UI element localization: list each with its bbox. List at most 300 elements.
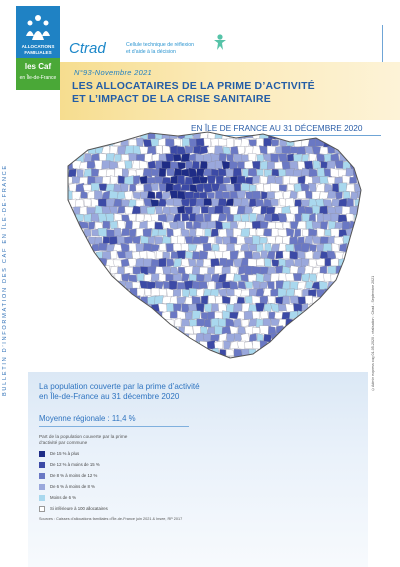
commune-cell <box>324 333 332 341</box>
commune-cell <box>259 356 267 363</box>
commune-cell <box>110 146 118 154</box>
commune-cell <box>233 214 241 221</box>
commune-cell <box>297 341 305 350</box>
commune-cell <box>334 311 343 320</box>
commune-cell <box>244 341 253 348</box>
commune-cell <box>159 289 167 296</box>
commune-cell <box>204 319 211 328</box>
commune-cell <box>76 228 84 236</box>
commune-cell <box>325 289 332 298</box>
commune-cell <box>293 273 302 280</box>
commune-cell <box>83 305 91 312</box>
commune-cell <box>91 334 99 342</box>
commune-cell <box>126 311 134 320</box>
commune-cell <box>361 139 368 148</box>
commune-cell <box>327 131 336 140</box>
commune-cell <box>309 349 317 357</box>
legend-title-line1: La population couverte par la prime d’activité <box>39 382 200 391</box>
commune-cell <box>147 251 155 260</box>
commune-cell <box>346 319 354 327</box>
commune-cell <box>177 206 185 214</box>
commune-cell <box>58 267 65 274</box>
commune-cell <box>282 356 291 363</box>
commune-cell <box>156 251 163 259</box>
commune-cell <box>103 282 111 288</box>
commune-cell <box>143 228 152 237</box>
commune-cell <box>241 138 250 147</box>
commune-cell <box>111 131 119 139</box>
commune-cell <box>358 221 365 230</box>
commune-cell <box>358 250 365 258</box>
commune-cell <box>338 303 347 310</box>
commune-cell <box>121 303 129 312</box>
commune-cell <box>226 199 234 206</box>
commune-cell <box>58 128 62 132</box>
commune-cell <box>197 288 204 297</box>
commune-cell <box>136 138 143 147</box>
commune-cell <box>84 258 93 267</box>
commune-cell <box>190 229 197 237</box>
commune-cell <box>252 175 259 183</box>
commune-cell <box>297 326 305 335</box>
commune-cell <box>354 229 362 238</box>
commune-cell <box>129 333 137 342</box>
commune-cell <box>58 349 62 357</box>
commune-cell <box>241 275 249 282</box>
commune-cell <box>312 297 320 304</box>
map-subtitle: EN ÎLE DE FRANCE AU 31 DÉCEMBRE 2020 <box>191 123 363 133</box>
commune-cell <box>249 244 257 251</box>
commune-cell <box>304 161 313 169</box>
commune-cell <box>330 168 339 178</box>
commune-cell <box>140 191 147 199</box>
commune-cell <box>282 281 290 289</box>
commune-cell <box>88 281 95 288</box>
commune-cell <box>282 146 291 154</box>
commune-cell <box>185 236 193 244</box>
commune-cell <box>302 273 310 282</box>
title-line2: ET L’IMPACT DE LA CRISE SANITAIRE <box>72 93 271 105</box>
person-icon <box>213 34 227 50</box>
commune-cell <box>62 288 70 297</box>
commune-cell <box>182 213 190 221</box>
logo-caf: les Caf <box>24 62 52 71</box>
commune-cell <box>267 192 276 199</box>
commune-cell <box>81 297 87 304</box>
commune-cell <box>178 175 185 184</box>
commune-cell <box>271 348 280 357</box>
commune-cell <box>58 289 63 298</box>
commune-cell <box>294 229 300 237</box>
commune-cell <box>121 319 130 327</box>
commune-cell <box>61 139 70 146</box>
commune-cell <box>342 146 351 154</box>
commune-cell <box>305 341 313 349</box>
commune-cell <box>84 214 92 223</box>
logo-caf-block <box>16 58 60 90</box>
commune-cell <box>184 340 192 349</box>
commune-cell <box>354 304 363 313</box>
commune-cell <box>192 161 200 169</box>
commune-cell <box>361 349 368 357</box>
commune-cell <box>148 312 156 320</box>
caf-logo <box>16 6 60 90</box>
commune-cell <box>114 334 122 342</box>
commune-cell <box>293 348 302 357</box>
commune-cell <box>196 349 204 357</box>
commune-cell <box>226 229 233 237</box>
commune-cell <box>285 333 294 342</box>
commune-cell <box>58 207 66 215</box>
commune-cell <box>283 222 290 229</box>
commune-cell <box>98 334 107 342</box>
commune-cell <box>69 274 78 282</box>
commune-cell <box>170 175 177 183</box>
commune-cell <box>353 275 362 282</box>
commune-cell <box>205 229 212 237</box>
commune-cell <box>339 274 348 282</box>
commune-cell <box>249 140 257 147</box>
commune-cell <box>147 207 156 215</box>
commune-cell <box>113 349 122 357</box>
commune-cell <box>158 229 167 235</box>
commune-cell <box>137 128 143 131</box>
commune-cell <box>268 296 276 304</box>
commune-cell <box>226 289 235 296</box>
commune-cell <box>256 214 264 222</box>
commune-cell <box>60 303 68 312</box>
commune-cell <box>340 243 347 252</box>
commune-cell <box>203 128 211 132</box>
commune-cell <box>58 131 65 139</box>
commune-cell <box>264 228 272 237</box>
commune-cell <box>317 228 325 237</box>
source-note: Sources : Caisses d’allocations familiales d’Île-de-France juin 2021 & Insee, RP 2017 <box>39 517 183 521</box>
commune-cell <box>58 319 63 327</box>
commune-cell <box>156 191 163 199</box>
commune-cell <box>73 281 82 289</box>
commune-cell <box>238 326 246 334</box>
commune-cell <box>327 311 336 319</box>
commune-cell <box>159 258 167 267</box>
commune-cell <box>80 281 87 289</box>
commune-cell <box>327 190 336 198</box>
commune-cell <box>346 334 354 342</box>
commune-cell <box>76 128 85 131</box>
legend-title <box>39 382 200 402</box>
commune-cell <box>346 350 354 357</box>
commune-cell <box>185 312 192 320</box>
commune-cell <box>230 312 239 319</box>
commune-cell <box>125 326 133 334</box>
legend-title-line2: en Île-de-France au 31 décembre 2020 <box>39 392 180 401</box>
commune-cell <box>323 199 332 206</box>
commune-cell <box>271 273 280 281</box>
commune-cell <box>218 138 227 146</box>
commune-cell <box>122 334 129 341</box>
commune-cell <box>158 214 167 222</box>
commune-cell <box>226 318 235 326</box>
commune-cell <box>58 326 66 334</box>
commune-cell <box>200 192 207 199</box>
commune-cell <box>285 304 294 313</box>
commune-cell <box>65 356 73 363</box>
commune-cell <box>263 274 270 283</box>
commune-cell <box>162 341 171 350</box>
commune-cell <box>346 304 354 312</box>
brand-line1: Cellule technique de réflexion <box>126 42 195 48</box>
commune-cell <box>272 128 279 132</box>
commune-cell <box>155 176 163 183</box>
commune-cell <box>362 333 368 342</box>
commune-cell <box>293 319 302 327</box>
commune-cell <box>155 222 164 229</box>
commune-cell <box>65 146 73 155</box>
commune-cell <box>227 334 235 343</box>
commune-cell <box>79 266 87 275</box>
commune-cell <box>347 153 355 161</box>
commune-cell <box>312 191 320 200</box>
commune-cell <box>109 340 117 349</box>
commune-cell <box>154 355 163 363</box>
commune-cell <box>110 281 117 289</box>
commune-cell <box>347 259 354 267</box>
commune-cell <box>144 153 152 162</box>
commune-cell <box>103 341 112 350</box>
commune-cell <box>92 274 100 282</box>
commune-cell <box>159 333 167 340</box>
commune-cell <box>338 198 347 207</box>
commune-cell <box>207 221 216 229</box>
commune-cell <box>241 290 250 296</box>
commune-cell <box>76 183 85 192</box>
commune-cell <box>364 221 368 229</box>
commune-cell <box>173 154 182 161</box>
commune-cell <box>87 207 96 214</box>
commune-cell <box>237 191 246 199</box>
commune-cell <box>114 199 122 207</box>
commune-cell <box>188 259 195 267</box>
commune-cell <box>357 146 366 155</box>
commune-cell <box>242 214 249 223</box>
commune-cell <box>80 131 87 139</box>
commune-cell <box>130 304 136 311</box>
commune-cell <box>338 319 347 327</box>
commune-cell <box>90 259 100 267</box>
commune-cell <box>117 325 126 334</box>
commune-cell <box>136 333 144 341</box>
commune-cell <box>328 266 336 274</box>
commune-cell <box>290 341 298 349</box>
legend-label: De 6 % à moins de 8 % <box>50 484 95 489</box>
commune-cell <box>346 139 353 147</box>
commune-cell <box>170 267 179 275</box>
commune-cell <box>242 128 249 133</box>
commune-cell <box>257 244 264 252</box>
commune-cell <box>279 185 287 192</box>
commune-cell <box>106 348 115 357</box>
commune-cell <box>293 170 302 177</box>
commune-cell <box>285 244 293 252</box>
commune-cell <box>227 138 234 147</box>
commune-cell <box>73 147 81 153</box>
commune-cell <box>175 318 181 327</box>
commune-cell <box>173 243 182 251</box>
commune-cell <box>177 250 186 259</box>
commune-cell <box>252 235 259 244</box>
commune-cell <box>110 357 117 363</box>
commune-cell <box>365 310 368 319</box>
commune-cell <box>350 131 359 139</box>
commune-cell <box>140 311 149 319</box>
commune-cell <box>214 206 224 214</box>
commune-cell <box>155 237 163 245</box>
commune-cell <box>69 304 78 312</box>
commune-cell <box>252 161 260 169</box>
commune-cell <box>287 184 294 191</box>
commune-cell <box>351 341 358 350</box>
commune-cell <box>98 128 106 132</box>
commune-cell <box>58 297 66 305</box>
commune-cell <box>211 153 220 161</box>
commune-cell <box>115 274 122 282</box>
commune-cell <box>301 183 310 191</box>
commune-cell <box>148 266 156 275</box>
commune-cell <box>305 326 313 335</box>
commune-cell <box>270 183 279 191</box>
commune-cell <box>346 184 354 192</box>
commune-cell <box>271 154 279 163</box>
commune-cell <box>196 228 203 236</box>
commune-cell <box>182 273 189 281</box>
commune-cell <box>249 213 256 222</box>
commune-cell <box>335 326 344 334</box>
commune-cell <box>222 296 230 304</box>
commune-cell <box>91 183 100 192</box>
commune-cell <box>197 274 205 282</box>
commune-cell <box>87 326 95 335</box>
commune-cell <box>282 206 291 214</box>
commune-cell <box>351 192 358 200</box>
commune-cell <box>249 228 256 236</box>
commune-cell <box>353 128 361 132</box>
commune-cells <box>58 128 368 363</box>
commune-cell <box>124 191 132 200</box>
legend-label: De 12 % à moins de 15 % <box>50 462 100 467</box>
commune-cell <box>68 289 77 297</box>
commune-cell <box>132 341 141 350</box>
commune-cell <box>207 237 214 244</box>
commune-cell <box>279 243 287 252</box>
commune-cell <box>114 228 121 237</box>
legend-swatch <box>39 451 45 457</box>
commune-cell <box>234 319 242 328</box>
commune-cell <box>234 128 242 133</box>
commune-cell <box>316 258 325 265</box>
commune-cell <box>122 169 129 178</box>
commune-cell <box>201 296 208 305</box>
commune-cell <box>125 266 133 273</box>
commune-cell <box>343 327 351 334</box>
commune-cell <box>64 326 72 335</box>
commune-cell <box>349 145 358 154</box>
commune-cell <box>58 229 62 236</box>
commune-cell <box>357 341 366 350</box>
commune-cell <box>69 183 77 192</box>
commune-cell <box>156 146 162 155</box>
commune-cell <box>155 326 163 333</box>
commune-cell <box>192 341 201 349</box>
commune-cell <box>319 326 327 334</box>
commune-cell <box>170 327 179 335</box>
commune-cell <box>279 334 286 342</box>
commune-cell <box>308 319 315 326</box>
commune-cell <box>84 128 93 132</box>
commune-cell <box>263 154 272 161</box>
commune-cell <box>241 198 249 207</box>
commune-cell <box>118 206 126 213</box>
commune-cell <box>73 265 81 274</box>
commune-cell <box>211 229 218 237</box>
commune-cell <box>253 356 261 363</box>
commune-cell <box>240 243 249 251</box>
regional-average: Moyenne régionale : 11,4 % <box>39 414 136 423</box>
commune-cell <box>181 349 190 356</box>
commune-cell <box>143 243 152 252</box>
commune-cell <box>297 282 305 290</box>
legend-swatch <box>39 473 45 479</box>
commune-cell <box>366 131 368 139</box>
commune-cell <box>215 356 223 363</box>
commune-cell <box>323 319 332 327</box>
commune-cell <box>365 237 368 244</box>
commune-cell <box>252 252 261 260</box>
commune-cell <box>113 319 122 326</box>
commune-cell <box>136 244 144 252</box>
commune-cell <box>118 267 125 275</box>
commune-cell <box>310 303 318 312</box>
commune-cell <box>353 260 362 268</box>
commune-cell <box>58 274 62 281</box>
commune-cell <box>58 214 62 223</box>
commune-cell <box>147 177 155 183</box>
commune-cell <box>73 311 81 319</box>
commune-cell <box>279 350 287 356</box>
commune-cell <box>150 128 159 133</box>
commune-cell <box>58 146 65 154</box>
commune-cell <box>117 312 126 319</box>
commune-cell <box>365 327 368 334</box>
commune-cell <box>301 320 308 327</box>
commune-cell <box>110 312 118 320</box>
commune-cell <box>69 259 77 266</box>
commune-cell <box>286 128 294 132</box>
commune-cell <box>319 312 327 320</box>
commune-cell <box>103 266 111 275</box>
commune-cell <box>364 177 368 185</box>
commune-cell <box>361 199 368 207</box>
commune-cell <box>61 243 69 252</box>
commune-cell <box>58 161 66 169</box>
commune-cell <box>66 132 73 140</box>
commune-cell <box>188 244 197 251</box>
commune-cell <box>158 303 167 312</box>
commune-cell <box>351 312 358 320</box>
commune-cell <box>124 357 133 363</box>
commune-cell <box>283 296 290 305</box>
commune-cell <box>114 128 121 132</box>
commune-cell <box>200 341 208 350</box>
